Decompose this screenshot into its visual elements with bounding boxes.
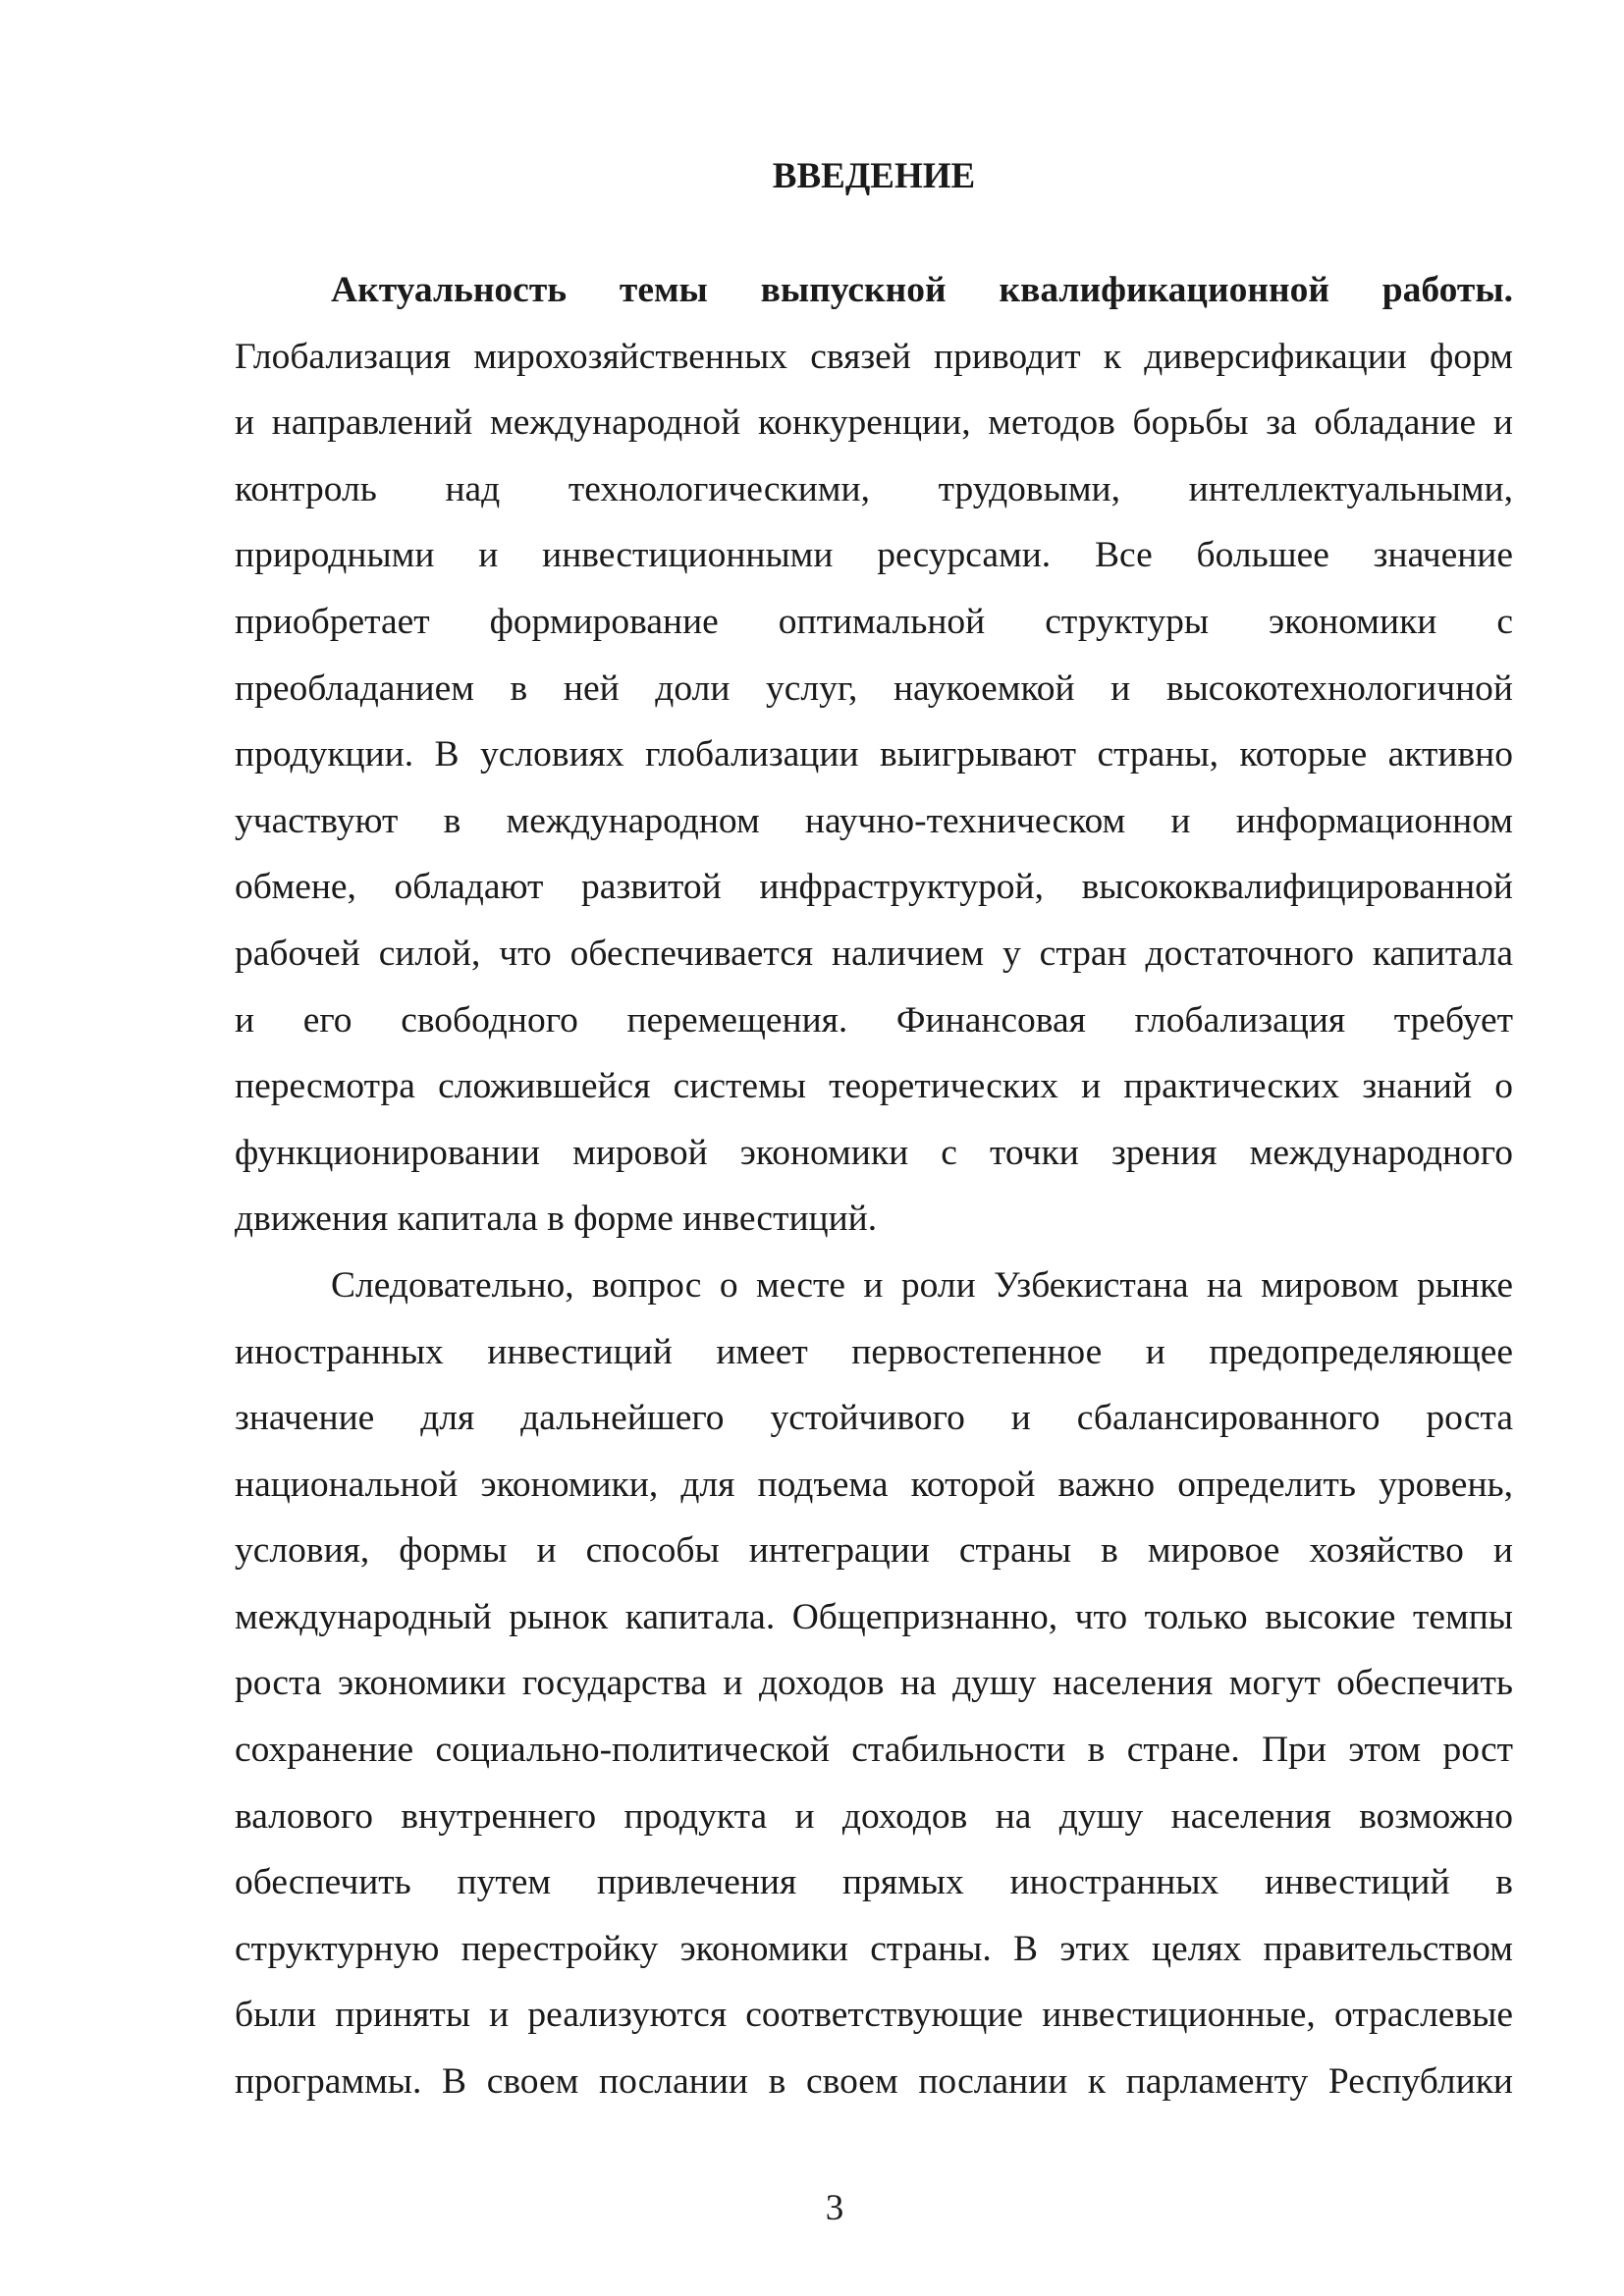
paragraph-1-line: преобладанием в ней доли услуг, наукоемкой и высокотехнологичной	[235, 667, 1513, 709]
paragraph-1-line: участвуют в международном научно-техническом и информационном	[235, 800, 1513, 841]
paragraph-2-line: значение для дальнейшего устойчивого и сбалансированного роста	[235, 1398, 1513, 1439]
paragraph-2-line: структурную перестройку экономики страны. В этих целях правительством	[235, 1928, 1513, 1969]
paragraph-2-line: программы. В своем послании в своем послании к парламенту Республики	[235, 2061, 1513, 2103]
body-text	[235, 257, 1513, 2115]
paragraph-1-line: рабочей силой, что обеспечивается наличием у стран достаточного капитала	[235, 933, 1513, 974]
paragraph-1-line: обмене, обладают развитой инфраструктурой, высококвалифицированной	[235, 867, 1513, 908]
paragraph-1-line: Глобализация мирохозяйственных связей приводит к диверсификации форм	[235, 336, 1513, 377]
paragraph-2-line: иностранных инвестиций имеет первостепенное и предопределяющее	[235, 1331, 1513, 1372]
paragraph-2-line: сохранение социально-политической стабильности в стране. При этом рост	[235, 1730, 1513, 1771]
paragraph-1-line: природными и инвестиционными ресурсами. Все большее значение	[235, 535, 1513, 576]
paragraph-2-line: обеспечить путем привлечения прямых иностранных инвестиций в	[235, 1862, 1513, 1903]
paragraph-lead: Актуальность темы выпускной квалификационной работы.	[331, 270, 1513, 310]
paragraph-1-line: и направлений международной конкуренции, методов борьбы за обладание и	[235, 402, 1513, 444]
page-title: ВВЕДЕНИЕ	[772, 156, 976, 196]
paragraph-2-line: были приняты и реализуются соответствующие инвестиционные, отраслевые	[235, 1995, 1513, 2036]
paragraph-2-line: валового внутреннего продукта и доходов на душу населения возможно	[235, 1795, 1513, 1837]
paragraph-1-line: контроль над технологическими, трудовыми, интеллектуальными,	[235, 468, 1513, 509]
paragraph-2-line: Следовательно, вопрос о месте и роли Узбекистана на мировом рынке	[331, 1264, 1513, 1306]
paragraph-2-line: национальной экономики, для подъема которой важно определить уровень,	[235, 1464, 1513, 1505]
paragraph-1-line: движения капитала в форме инвестиций.	[235, 1199, 878, 1240]
page-number: 3	[825, 2188, 844, 2228]
paragraph-1-line: функционировании мировой экономики с точки зрения международного	[235, 1132, 1513, 1173]
paragraph-2-line: роста экономики государства и доходов на душу населения могут обеспечить	[235, 1663, 1513, 1704]
paragraph-2-line: международный рынок капитала. Общепризнанно, что только высокие темпы	[235, 1596, 1513, 1637]
paragraph-1-line: пересмотра сложившейся системы теоретических и практических знаний о	[235, 1066, 1513, 1107]
paragraph-1-line: продукции. В условиях глобализации выигрывают страны, которые активно	[235, 734, 1513, 775]
paragraph-1-line-1	[235, 257, 1513, 324]
paragraph-1-line: и его свободного перемещения. Финансовая глобализация требует	[235, 999, 1513, 1041]
paragraph-1-line: приобретает формирование оптимальной структуры экономики с	[235, 601, 1513, 642]
paragraph-2-line: условия, формы и способы интеграции страны в мировое хозяйство и	[235, 1530, 1513, 1572]
